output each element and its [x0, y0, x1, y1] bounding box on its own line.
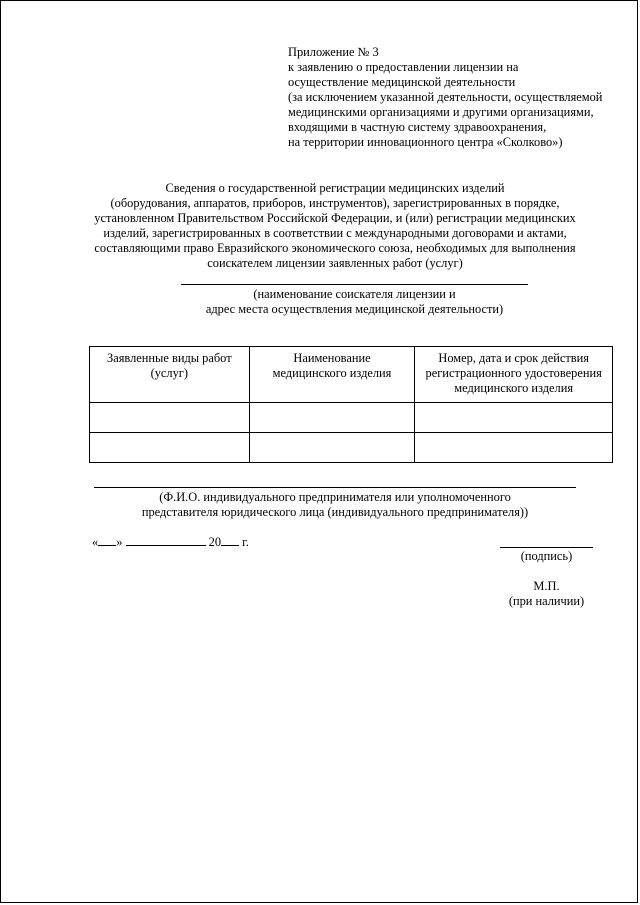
table-cell[interactable] [90, 433, 250, 463]
title-line: Сведения о государственной регистрации медицинских изделий [165, 181, 505, 195]
table-cell[interactable] [415, 403, 613, 433]
date-year-field[interactable] [221, 534, 239, 546]
appendix-line: медицинскими организациями и другими организациями, [288, 105, 594, 119]
table-row [90, 403, 613, 433]
date-open-quote: « [92, 535, 99, 549]
appendix-header [288, 45, 628, 150]
appendix-line: на территории инновационного центра «Сколково») [288, 135, 563, 149]
fio-caption-line1: (Ф.И.О. индивидуального предпринимателя или уполномоченного [159, 490, 511, 504]
header-work-types: Заявленные виды работ (услуг) [90, 347, 250, 403]
table-row [90, 433, 613, 463]
header-registration-certificate: Номер, дата и срок действия регистрационного удостоверения медицинского изделия [415, 347, 613, 403]
appendix-line: Приложение № 3 [288, 45, 379, 59]
stamp-label: М.П. [533, 579, 560, 593]
title-line: установленном Правительством Российской Федерации, и (или) регистрации медицинских [94, 211, 576, 225]
table-cell[interactable] [249, 433, 415, 463]
stamp-note: (при наличии) [508, 594, 585, 608]
fio-field[interactable] [94, 487, 576, 488]
appendix-line: осуществление медицинской деятельности [288, 75, 516, 89]
applicant-caption-line2: адрес места осуществления медицинской деятельности) [205, 302, 504, 316]
date-day-field[interactable] [98, 534, 116, 546]
fio-caption-line2: представителя юридического лица (индивидуального предпринимателя)) [141, 505, 529, 519]
signature-field[interactable] [500, 547, 593, 548]
table-cell[interactable] [249, 403, 415, 433]
document-title [61, 181, 609, 271]
header-device-name: Наименование медицинского изделия [249, 347, 415, 403]
date-month-field[interactable] [126, 534, 206, 546]
applicant-caption-line1: (наименование соискателя лицензии и [253, 287, 456, 301]
table-cell[interactable] [90, 403, 250, 433]
appendix-line: (за исключением указанной деятельности, осуществляемой [288, 90, 603, 104]
date-year-prefix: 20 [208, 535, 222, 549]
signature-caption: (подпись) [520, 549, 573, 563]
title-line: соискателем лицензии заявленных работ (услуг) [207, 256, 463, 270]
appendix-line: входящими в частную систему здравоохранения, [288, 120, 547, 134]
date-year-suffix: г. [242, 535, 249, 549]
table-header-row [90, 347, 613, 403]
date-close-quote: » [116, 535, 123, 549]
title-line: составляющими право Евразийского экономического союза, необходимых для выполнения [94, 241, 576, 255]
applicant-name-field[interactable] [181, 284, 528, 285]
title-line: (оборудования, аппаратов, приборов, инструментов), зарегистрированных в порядке, [110, 196, 560, 210]
appendix-line: к заявлению о предоставлении лицензии на [288, 60, 519, 74]
date-line [92, 534, 249, 550]
table-cell[interactable] [415, 433, 613, 463]
medical-devices-table [89, 346, 613, 463]
title-line: изделий, зарегистрированных в соответствии с международными договорами и актами, [103, 226, 567, 240]
